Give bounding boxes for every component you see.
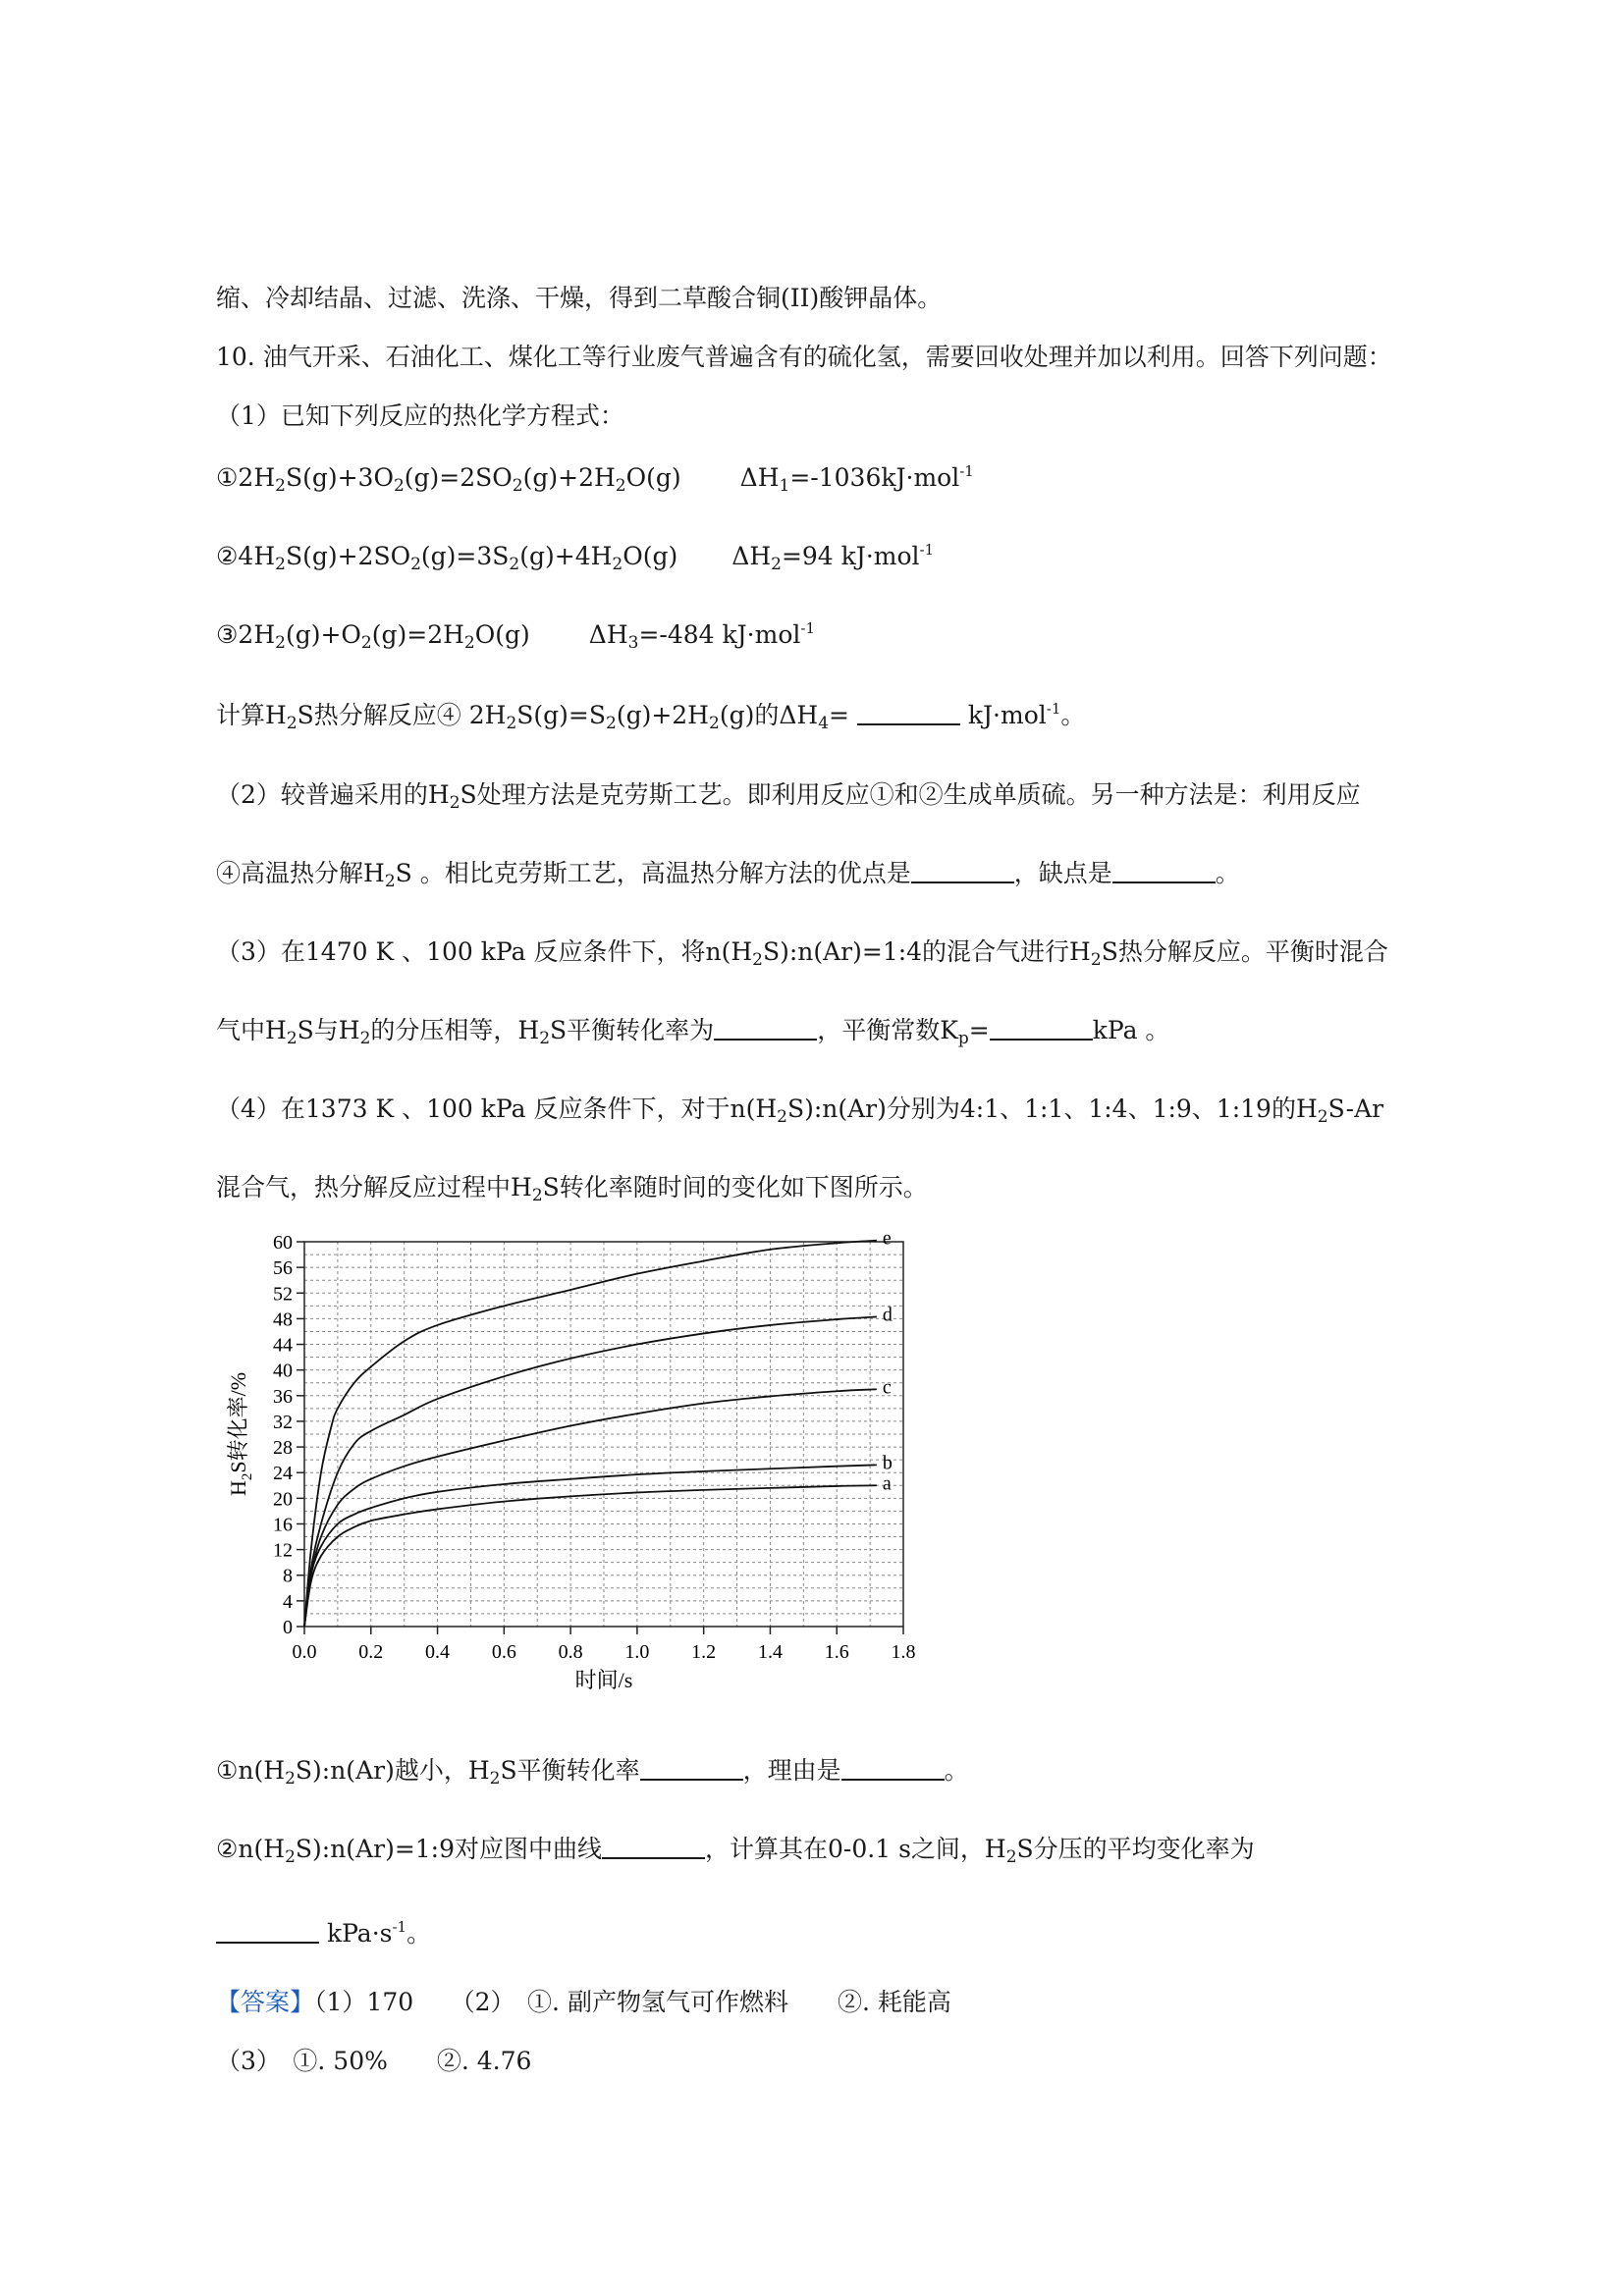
- conversion-chart: [216, 1222, 933, 1713]
- series-label-d: d: [882, 1304, 893, 1326]
- y-tick-label: 40: [273, 1360, 293, 1382]
- y-tick-label: 8: [283, 1565, 293, 1587]
- x-tick-label: 0.0: [292, 1641, 317, 1663]
- chart-series: [304, 1228, 893, 1627]
- y-tick-label: 60: [273, 1232, 293, 1254]
- y-axis-label: [226, 1372, 255, 1496]
- y-label-part: S转化率/%: [226, 1371, 250, 1473]
- part-4-line-1: （4）在1373 K 、100 kPa 反应条件下，对于$n(H_2S):n(Ar)$分别为4:1、1:1、1:4、1:9、1:19的$H_2S-Ar$: [216, 1095, 1384, 1127]
- y-tick-label: 0: [283, 1617, 293, 1638]
- answer-blank: [714, 1017, 817, 1041]
- x-tick-label: 0.2: [358, 1641, 384, 1663]
- x-tick-label: 0.6: [491, 1641, 516, 1663]
- x-tick-label: 1.8: [891, 1641, 916, 1663]
- y-tick-label: 48: [273, 1308, 293, 1331]
- y-tick-label: 16: [273, 1514, 293, 1536]
- y-tick-label: 32: [273, 1411, 293, 1433]
- chart-grid: [304, 1242, 903, 1627]
- answer-blank: [857, 702, 960, 725]
- series-line-c: [304, 1389, 877, 1627]
- y-tick-label: 24: [273, 1463, 293, 1485]
- series-label-c: c: [882, 1376, 892, 1399]
- y-tick-label: 28: [273, 1437, 293, 1460]
- x-tick-label: 1.6: [824, 1641, 849, 1663]
- y-tick-label: 12: [273, 1539, 293, 1562]
- series-label-b: b: [882, 1452, 893, 1474]
- x-axis-label: 时间/s: [574, 1668, 633, 1692]
- answer-tag: 【答案】: [216, 1988, 315, 2016]
- answer-line-2: （3） ①. 50% ②. 4.76: [216, 2047, 532, 2075]
- series-line-a: [304, 1485, 877, 1627]
- x-tick-label: 1.4: [757, 1641, 783, 1663]
- part-2-line-2: ④高温热分解$H_2S$ 。相比克劳斯工艺，高温热分解方法的优点是 ，缺点是 。: [216, 859, 1240, 891]
- answer-blank: [640, 1757, 743, 1781]
- answer-blank: [911, 860, 1014, 883]
- part-1-question: 计算$H_2S$热分解反应④ $2H_2S(g)=S_2(g)+2H_2(g)$的$\Delta H_4= kJ\cdot mol^{-1}$。: [216, 700, 1086, 733]
- answer-blank: [602, 1836, 705, 1859]
- series-label-e: e: [882, 1227, 892, 1250]
- y-tick-label: 56: [273, 1257, 293, 1280]
- series-line-e: [304, 1241, 877, 1627]
- part-1-intro: （1）已知下列反应的热化学方程式：: [216, 401, 624, 430]
- y-tick-label: 36: [273, 1385, 293, 1408]
- answer-blank: [216, 1920, 319, 1944]
- answer-line-1: 【答案】（1）170 （2） ①. 副产物氢气可作燃料 ②. 耗能高: [216, 1988, 951, 2016]
- x-tick-label: 0.8: [558, 1641, 583, 1663]
- equation-1: $①2H_2S(g)+3O_2(g)=2SO_2(g)+2H_2O(g)$ $\Delta H_1=-1036kJ\cdot mol^{-1}$: [216, 462, 974, 496]
- question-10-stem: 10. 油气开采、石油化工、煤化工等行业废气普遍含有的硫化氢，需要回收处理并加以利用。回答下列问题：: [216, 343, 1392, 371]
- equation-2: $②4H_2S(g)+2SO_2(g)=3S_2(g)+4H_2O(g)$ $\Delta H_2=94$ kJ·mol$^{-1}$: [216, 541, 935, 574]
- answer-blank: [841, 1757, 945, 1781]
- series-label-a: a: [882, 1472, 892, 1495]
- answer-blank: [1112, 860, 1216, 883]
- part-4-sub-1: $①n(H_2S):n(Ar)$越小，$H_2S$平衡转化率 ，理由是 。: [216, 1756, 969, 1789]
- series-line-b: [304, 1465, 877, 1627]
- part-4-sub-2-cont: $kPa\cdot s^{-1}$。: [216, 1917, 431, 1950]
- equation-3: $③2H_2(g)+O_2(g)=2H_2O(g)$ $\Delta H_3=-484$ kJ·mol$^{-1}$: [216, 619, 816, 653]
- text-line-1: 缩、冷却结晶、过滤、洗涤、干燥，得到二草酸合铜(II)酸钾晶体。: [216, 284, 943, 312]
- y-tick-label: 4: [283, 1590, 293, 1613]
- part-2-line-1: （2）较普遍采用的$H_2S$处理方法是克劳斯工艺。即利用反应①和②生成单质硫。另一种方法是：利用反应: [216, 780, 1361, 813]
- part-3-line-1: （3）在1470 K 、100 kPa 反应条件下，将$n(H_2S):n(Ar)=1:4$的混合气进行$H_2S$热分解反应。平衡时混合: [216, 937, 1388, 970]
- part-4-line-2: 混合气，热分解反应过程中$H_2S$转化率随时间的变化如下图所示。: [216, 1173, 928, 1205]
- part-4-sub-2: $②n(H_2S):n(Ar)=1:9$对应图中曲线 ，计算其在0-0.1 s之间，$H_2S$分压的平均变化率为: [216, 1835, 1255, 1867]
- x-tick-label: 1.0: [624, 1641, 650, 1663]
- x-tick-label: 0.4: [425, 1641, 451, 1663]
- answer-blank: [990, 1017, 1093, 1041]
- y-tick-label: 52: [273, 1283, 293, 1306]
- part-3-line-2: 气中$H_2S$与$H_2$的分压相等，$H_2S$平衡转化率为 ，平衡常数$K_p=$ kPa 。: [216, 1016, 1170, 1048]
- y-tick-label: 20: [273, 1488, 293, 1511]
- x-tick-label: 1.2: [691, 1641, 717, 1663]
- y-tick-label: 44: [273, 1334, 293, 1357]
- y-label-part: H: [226, 1480, 250, 1497]
- y-label-part: 2: [240, 1472, 255, 1481]
